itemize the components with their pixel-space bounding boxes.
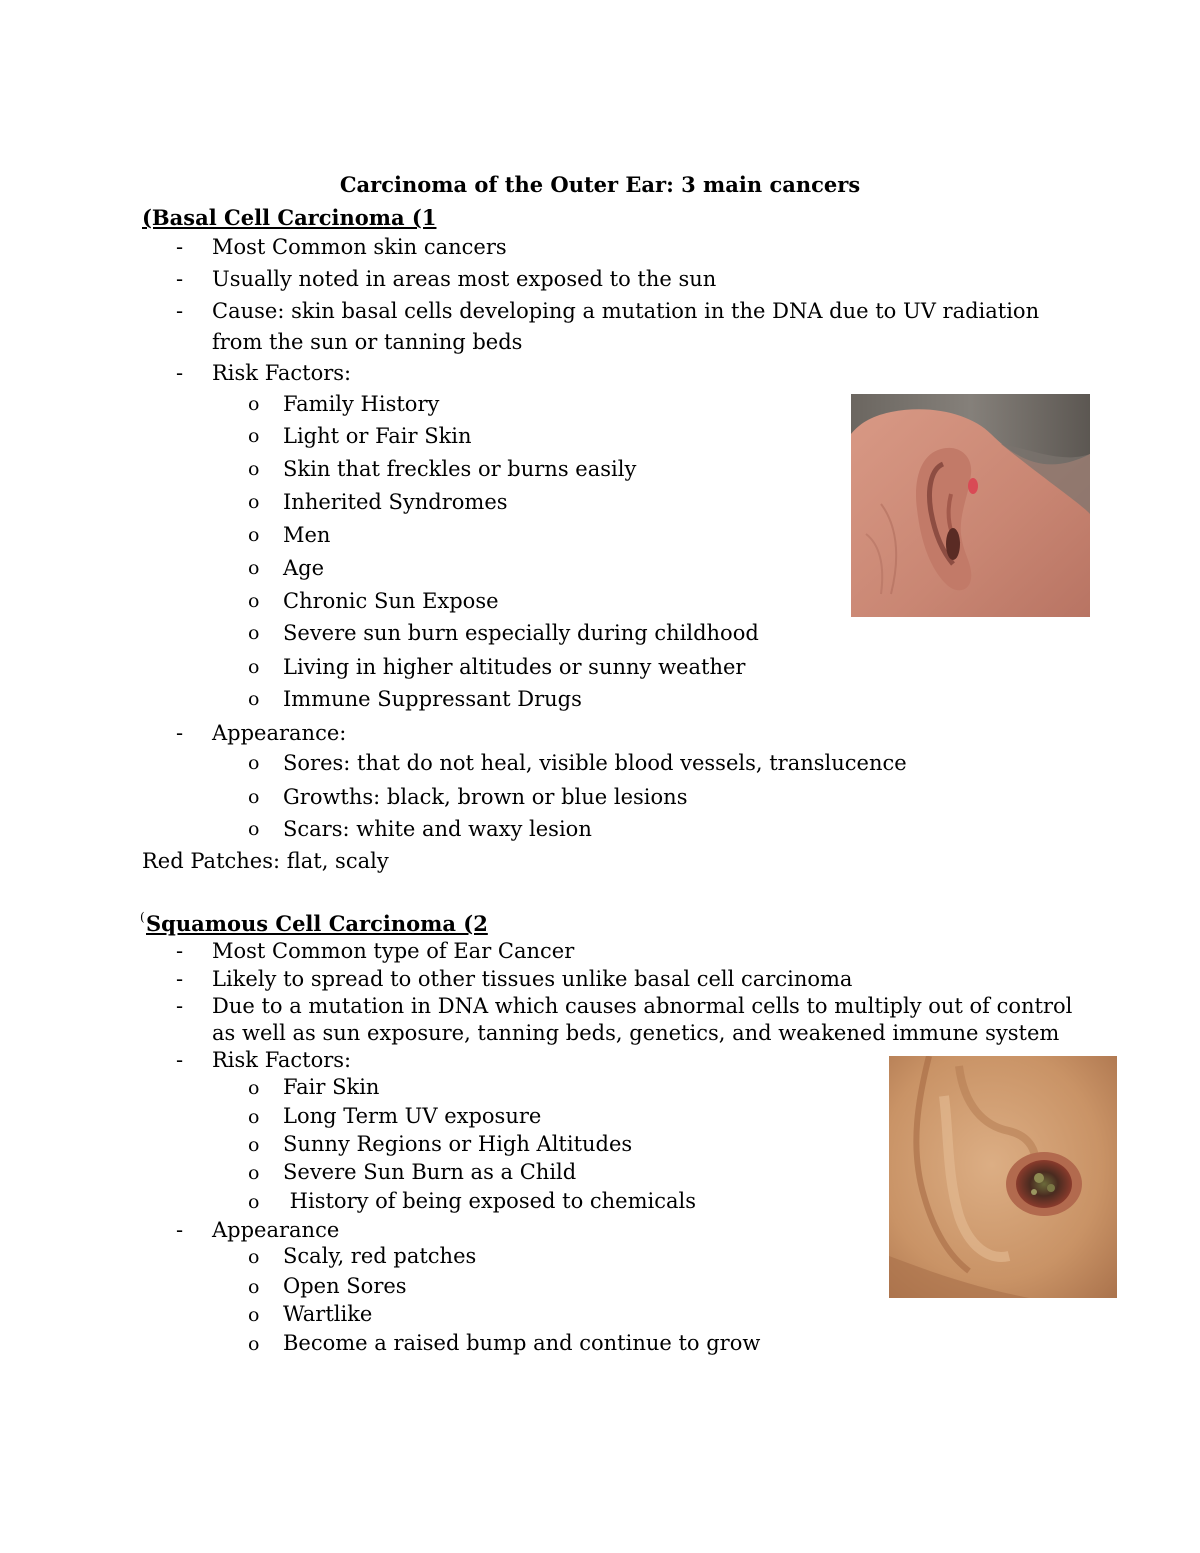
appearance-item: Open Sores — [283, 1274, 407, 1298]
trailing-line: Red Patches: flat, scaly — [142, 849, 389, 873]
circle-marker: o — [248, 656, 260, 678]
section-heading-basal: (Basal Cell Carcinoma (1 — [142, 205, 437, 230]
circle-marker: o — [248, 622, 260, 644]
dash-marker: - — [176, 361, 184, 385]
list-item: Risk Factors: — [212, 361, 352, 385]
list-item-continuation: as well as sun exposure, tanning beds, genetics, and weakened immune system — [212, 1021, 1060, 1045]
appearance-item: Growths: black, brown or blue lesions — [283, 785, 688, 809]
circle-marker: o — [248, 1333, 260, 1355]
dash-marker: - — [176, 939, 184, 963]
page-title: Carcinoma of the Outer Ear: 3 main cancers — [339, 172, 861, 197]
list-item: Usually noted in areas most exposed to the sun — [212, 267, 717, 291]
dash-marker: - — [176, 1048, 184, 1072]
risk-factor-item: Skin that freckles or burns easily — [283, 457, 637, 481]
dash-marker: - — [176, 967, 184, 991]
list-item: Due to a mutation in DNA which causes abnormal cells to multiply out of control — [212, 994, 1073, 1018]
circle-marker: o — [248, 786, 260, 808]
list-item-continuation: from the sun or tanning beds — [212, 330, 523, 354]
circle-marker: o — [248, 1134, 260, 1156]
dash-marker: - — [176, 235, 184, 259]
circle-marker: o — [248, 1077, 260, 1099]
appearance-item: Become a raised bump and continue to grow — [283, 1331, 761, 1355]
list-item: Appearance — [212, 1218, 340, 1242]
ear-lesion-illustration — [889, 1056, 1117, 1298]
appearance-item: Wartlike — [283, 1302, 373, 1326]
circle-marker: o — [248, 1191, 260, 1213]
circle-marker: o — [248, 425, 260, 447]
risk-factor-item: Light or Fair Skin — [283, 424, 472, 448]
list-item: Most Common type of Ear Cancer — [212, 939, 575, 963]
dash-marker: - — [176, 721, 184, 745]
appearance-item: Scaly, red patches — [283, 1244, 477, 1268]
circle-marker: o — [248, 524, 260, 546]
list-item: Likely to spread to other tissues unlike basal cell carcinoma — [212, 967, 853, 991]
circle-marker: o — [248, 1276, 260, 1298]
basal-cell-ear-photo — [851, 394, 1090, 617]
dash-marker: - — [176, 299, 184, 323]
risk-factor-item: Chronic Sun Expose — [283, 589, 499, 613]
risk-factor-item: Sunny Regions or High Altitudes — [283, 1132, 633, 1156]
squamous-cell-ear-photo — [889, 1056, 1117, 1298]
circle-marker: o — [248, 752, 260, 774]
risk-factor-item: Men — [283, 523, 331, 547]
risk-factor-item: Long Term UV exposure — [283, 1104, 542, 1128]
appearance-item: Sores: that do not heal, visible blood vessels, translucence — [283, 751, 907, 775]
risk-factor-item: Inherited Syndromes — [283, 490, 508, 514]
circle-marker: o — [248, 557, 260, 579]
risk-factor-item: Fair Skin — [283, 1075, 380, 1099]
risk-factor-item: History of being exposed to chemicals — [283, 1189, 697, 1213]
list-item: Most Common skin cancers — [212, 235, 507, 259]
circle-marker: o — [248, 1162, 260, 1184]
circle-marker: o — [248, 393, 260, 415]
risk-factor-item: Family History — [283, 392, 440, 416]
appearance-item: Scars: white and waxy lesion — [283, 817, 592, 841]
risk-factor-item: Living in higher altitudes or sunny weather — [283, 655, 746, 679]
circle-marker: o — [248, 1106, 260, 1128]
circle-marker: o — [248, 590, 260, 612]
risk-factor-item: Severe Sun Burn as a Child — [283, 1160, 577, 1184]
risk-factor-item: Age — [283, 556, 325, 580]
circle-marker: o — [248, 688, 260, 710]
circle-marker: o — [248, 491, 260, 513]
risk-factor-item: Severe sun burn especially during childhood — [283, 621, 759, 645]
dash-marker: - — [176, 1218, 184, 1242]
list-item: Appearance: — [212, 721, 347, 745]
circle-marker: o — [248, 818, 260, 840]
risk-factor-item: Immune Suppressant Drugs — [283, 687, 582, 711]
circle-marker: o — [248, 1246, 260, 1268]
circle-marker: o — [248, 458, 260, 480]
section-heading-squamous: Squamous Cell Carcinoma (2 — [146, 911, 488, 936]
list-item: Risk Factors: — [212, 1048, 352, 1072]
dash-marker: - — [176, 267, 184, 291]
dash-marker: - — [176, 994, 184, 1018]
list-item: Cause: skin basal cells developing a mutation in the DNA due to UV radiation — [212, 299, 1040, 323]
circle-marker: o — [248, 1304, 260, 1326]
heading-prefix: ( — [140, 910, 145, 924]
ear-illustration — [851, 394, 1090, 617]
